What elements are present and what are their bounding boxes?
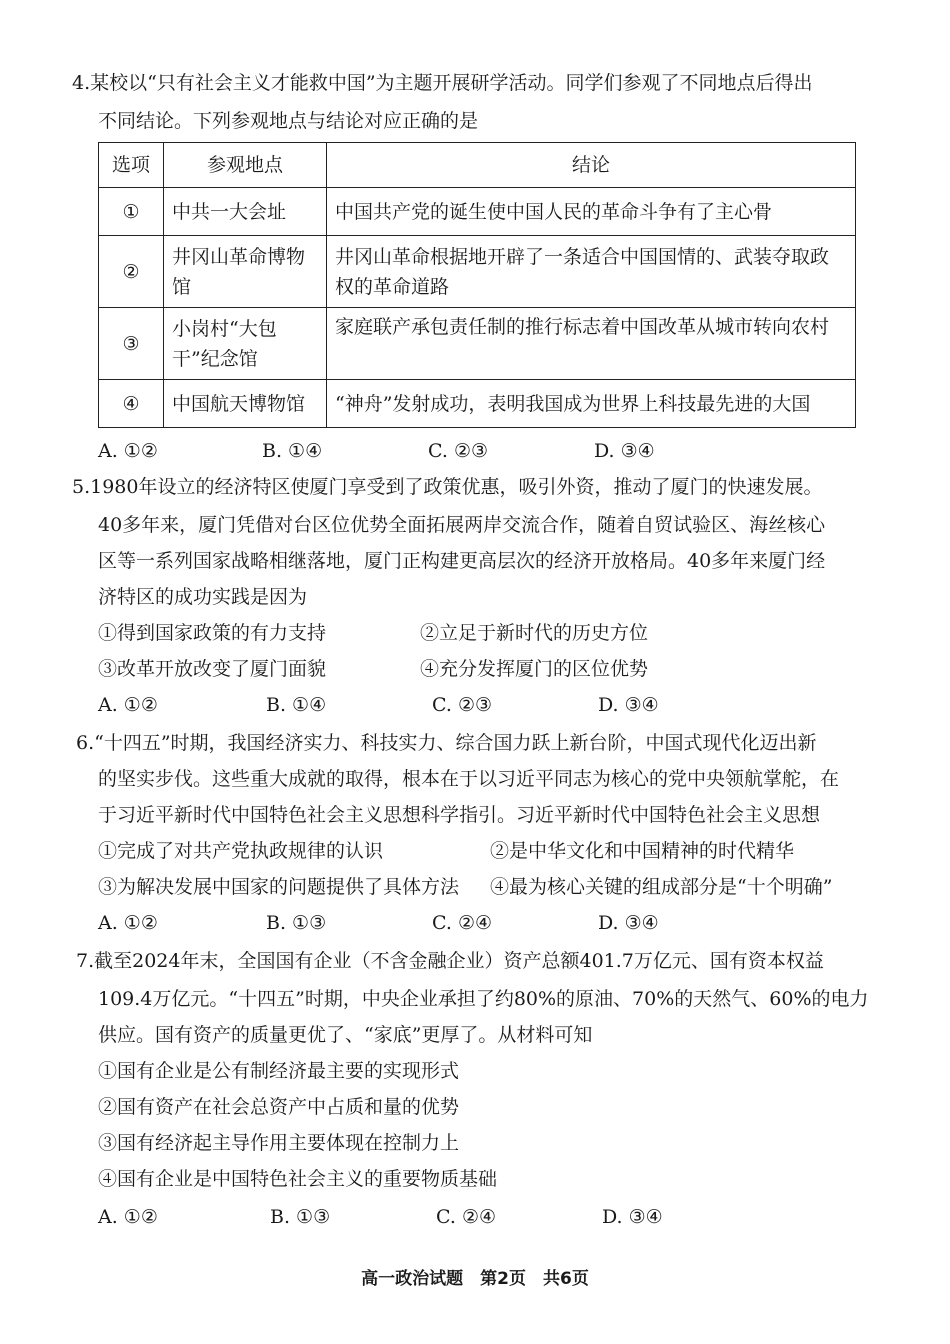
row-number: ②: [99, 236, 164, 308]
q5-stem-line1: 5.1980年设立的经济特区使厦门享受到了政策优惠，吸引外资，推动了厦门的快速发展。: [72, 476, 823, 498]
table-row: [99, 236, 856, 308]
q4-stem-line1: 4.某校以“只有社会主义才能救中国”为主题开展研学活动。同学们参观了不同地点后得出: [72, 72, 813, 94]
q4-option-d: D. ③④: [594, 440, 655, 462]
q5-stem-line2: 40多年来，厦门凭借对台区位优势全面拓展两岸交流合作，随着自贸试验区、海丝核心: [98, 514, 826, 536]
q5-item-3: ③改革开放改变了厦门面貌: [98, 658, 327, 680]
q6-stem-line1: 6.“十四五”时期，我国经济实力、科技实力、综合国力跃上新台阶，中国式现代化迈出新: [76, 732, 817, 754]
row-conclusion: “神舟”发射成功，表明我国成为世界上科技最先进的大国: [327, 380, 856, 428]
row-conclusion: 井冈山革命根据地开辟了一条适合中国国情的、武装夺取政权的革命道路: [327, 236, 856, 308]
q6-item-4: ④最为核心关键的组成部分是“十个明确”: [490, 876, 833, 898]
q4-stem-line2: 不同结论。下列参观地点与结论对应正确的是: [98, 110, 479, 132]
q7-stem-line2: 109.4万亿元。“十四五”时期，中央企业承担了约80%的原油、70%的天然气、60%的电力: [98, 988, 869, 1010]
table-row: [99, 380, 856, 428]
q6-option-d: D. ③④: [598, 912, 659, 934]
q7-item-3: ③国有经济起主导作用主要体现在控制力上: [98, 1132, 460, 1154]
row-place: 小岗村“大包干”纪念馆: [164, 308, 327, 380]
q4-option-c: C. ②③: [428, 440, 489, 462]
row-place: 井冈山革命博物馆: [164, 236, 327, 308]
q5-option-b: B. ①④: [266, 694, 327, 716]
row-number: ④: [99, 380, 164, 428]
q7-stem-line1: 7.截至2024年末，全国国有企业（不含金融企业）资产总额401.7万亿元、国有资本权益: [76, 950, 824, 972]
table-header-row: [99, 143, 856, 188]
table-row: [99, 308, 856, 380]
row-conclusion: 中国共产党的诞生使中国人民的革命斗争有了主心骨: [327, 188, 856, 236]
q6-option-b: B. ①③: [266, 912, 327, 934]
q5-item-4: ④充分发挥厦门的区位优势: [420, 658, 649, 680]
q7-option-d: D. ③④: [602, 1206, 663, 1228]
q4-table: [98, 142, 856, 428]
q4-option-a: A. ①②: [98, 440, 158, 462]
q6-item-2: ②是中华文化和中国精神的时代精华: [490, 840, 795, 862]
q5-item-1: ①得到国家政策的有力支持: [98, 622, 327, 644]
q5-stem-line4: 济特区的成功实践是因为: [98, 586, 308, 608]
q6-item-3: ③为解决发展中国家的问题提供了具体方法: [98, 876, 460, 898]
q6-option-c: C. ②④: [432, 912, 493, 934]
page-footer: 高一政治试题 第2页 共6页: [361, 1269, 589, 1289]
row-number: ①: [99, 188, 164, 236]
header-place: 参观地点: [164, 143, 327, 188]
q4-option-b: B. ①④: [262, 440, 323, 462]
row-number: ③: [99, 308, 164, 380]
q5-item-2: ②立足于新时代的历史方位: [420, 622, 649, 644]
header-conclusion: 结论: [327, 143, 856, 188]
row-place: 中共一大会址: [164, 188, 327, 236]
q7-option-c: C. ②④: [436, 1206, 497, 1228]
q5-option-d: D. ③④: [598, 694, 659, 716]
q7-item-1: ①国有企业是公有制经济最主要的实现形式: [98, 1060, 460, 1082]
row-conclusion: 家庭联产承包责任制的推行标志着中国改革从城市转向农村: [327, 308, 856, 380]
q7-option-a: A. ①②: [98, 1206, 158, 1228]
q6-stem-line3: 于习近平新时代中国特色社会主义思想科学指引。习近平新时代中国特色社会主义思想: [98, 804, 821, 826]
q5-option-c: C. ②③: [432, 694, 493, 716]
q7-stem-line3: 供应。国有资产的质量更优了、“家底”更厚了。从材料可知: [98, 1024, 593, 1046]
q7-item-2: ②国有资产在社会总资产中占质和量的优势: [98, 1096, 460, 1118]
header-option: 选项: [99, 143, 164, 188]
q7-item-4: ④国有企业是中国特色社会主义的重要物质基础: [98, 1168, 498, 1190]
q7-option-b: B. ①③: [270, 1206, 331, 1228]
q6-option-a: A. ①②: [98, 912, 158, 934]
q6-item-1: ①完成了对共产党执政规律的认识: [98, 840, 384, 862]
q5-option-a: A. ①②: [98, 694, 158, 716]
q5-stem-line3: 区等一系列国家战略相继落地，厦门正构建更高层次的经济开放格局。40多年来厦门经: [98, 550, 826, 572]
q6-stem-line2: 的坚实步伐。这些重大成就的取得，根本在于以习近平同志为核心的党中央领航掌舵，在: [98, 768, 840, 790]
row-place: 中国航天博物馆: [164, 380, 327, 428]
table-row: [99, 188, 856, 236]
